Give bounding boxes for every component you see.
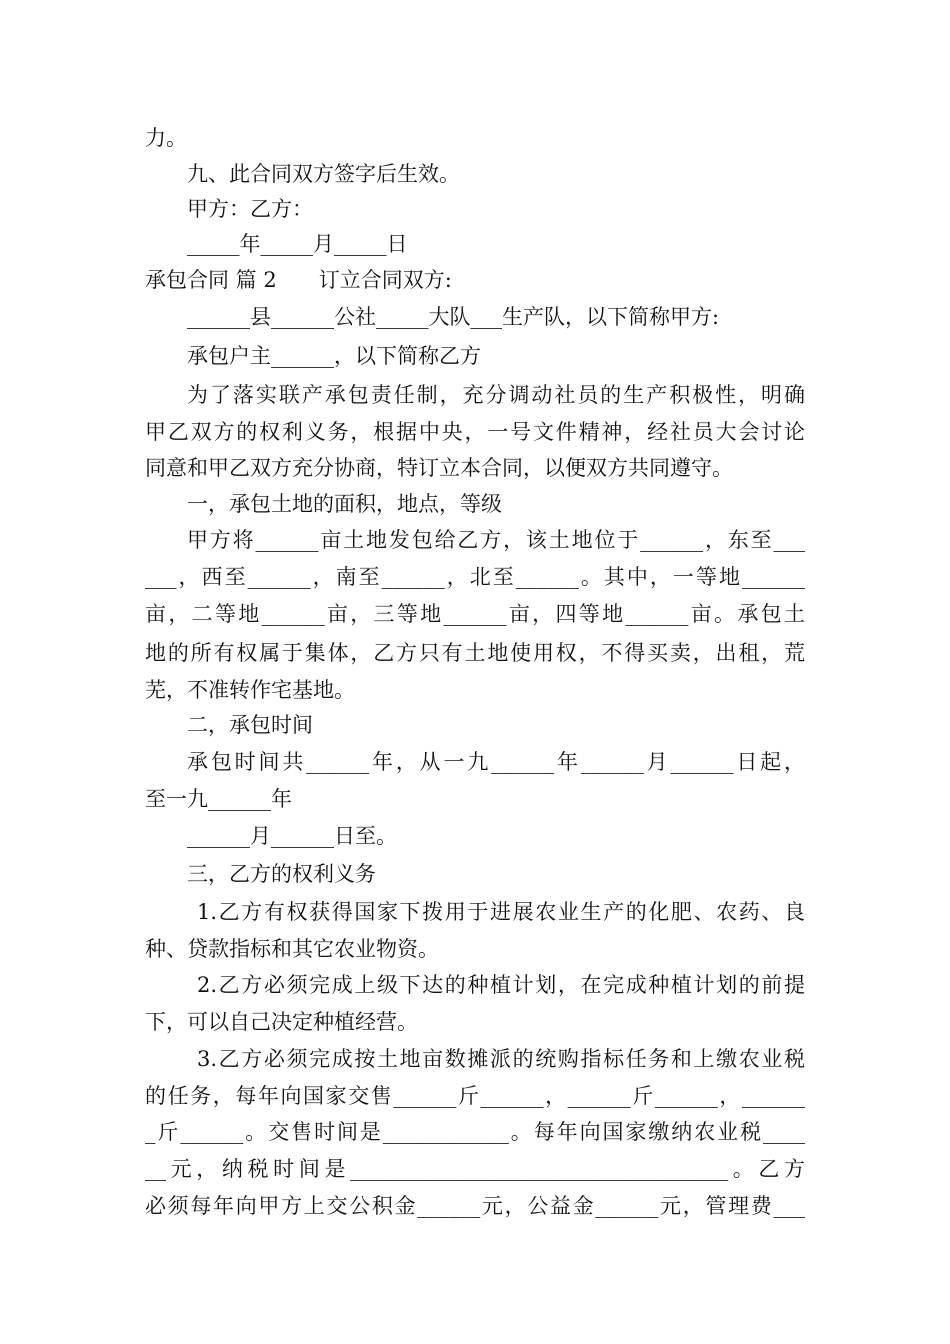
text-line: 至一九______年: [145, 787, 292, 811]
text-line: 亩，二等地______亩，三等地______亩，四等地______亩。承包土: [145, 602, 805, 626]
text-line: 的任务，每年向国家交售______斤______，______斤______，______: [145, 1084, 805, 1108]
text-line: 必须每年向甲方上交公积金______元，公益金______元，管理费___: [145, 1194, 805, 1218]
text-line: ______月______日至。: [187, 824, 397, 848]
text-line: 为了落实联产承包责任制，充分调动社员的生产积极性，明确: [187, 383, 805, 407]
text-line: 种、贷款指标和其它农业物资。: [145, 937, 439, 961]
text-line: 力。: [145, 126, 187, 150]
clause-heading: 二，承包时间: [187, 713, 313, 737]
text-line: 同意和甲乙双方充分协商，特订立本合同，以便双方共同遵守。: [145, 456, 733, 480]
text-line: 承包户主______，以下简称乙方: [187, 344, 481, 368]
text-line: 地的所有权属于集体，乙方只有土地使用权，不得买卖，出租，荒: [145, 641, 805, 665]
text-line: ______县______公社_____大队___生产队，以下简称甲方:: [187, 305, 720, 329]
text-line: 1.乙方有权获得国家下拨用于进展农业生产的化肥、农药、良: [197, 900, 805, 924]
text-line: 九、此合同双方签字后生效。: [187, 162, 460, 186]
text-line: 3.乙方必须完成按土地亩数摊派的统购指标任务和上缴农业税: [197, 1047, 805, 1071]
text-line: 甲方：乙方：: [187, 197, 313, 221]
clause-heading: 三，乙方的权利义务: [187, 862, 376, 886]
text-line: 甲乙双方的权利义务，根据中央，一号文件精神，经社员大会讨论: [145, 420, 805, 444]
section-heading: 承包合同 篇 2 订立合同双方:: [145, 268, 452, 292]
clause-heading: 一，承包土地的面积，地点，等级: [187, 492, 502, 516]
text-line: 承包时间共______年，从一九______年______月______日起，: [187, 750, 805, 774]
text-line: _____年_____月_____日: [187, 232, 408, 256]
text-line: _斤______。交售时间是____________。每年向国家缴纳农业税____: [145, 1120, 805, 1144]
text-line: ___，西至______，南至______，北至______。其中，一等地______: [145, 565, 805, 589]
text-line: __元，纳税时间是____________________________________。乙方: [145, 1157, 805, 1181]
text-line: 甲方将______亩土地发包给乙方，该土地位于______，东至___: [187, 528, 805, 552]
text-line: 2.乙方必须完成上级下达的种植计划，在完成种植计划的前提: [197, 973, 805, 997]
text-line: 下，可以自己决定种植经营。: [145, 1010, 418, 1034]
text-line: 芜，不准转作宅基地。: [145, 678, 355, 702]
